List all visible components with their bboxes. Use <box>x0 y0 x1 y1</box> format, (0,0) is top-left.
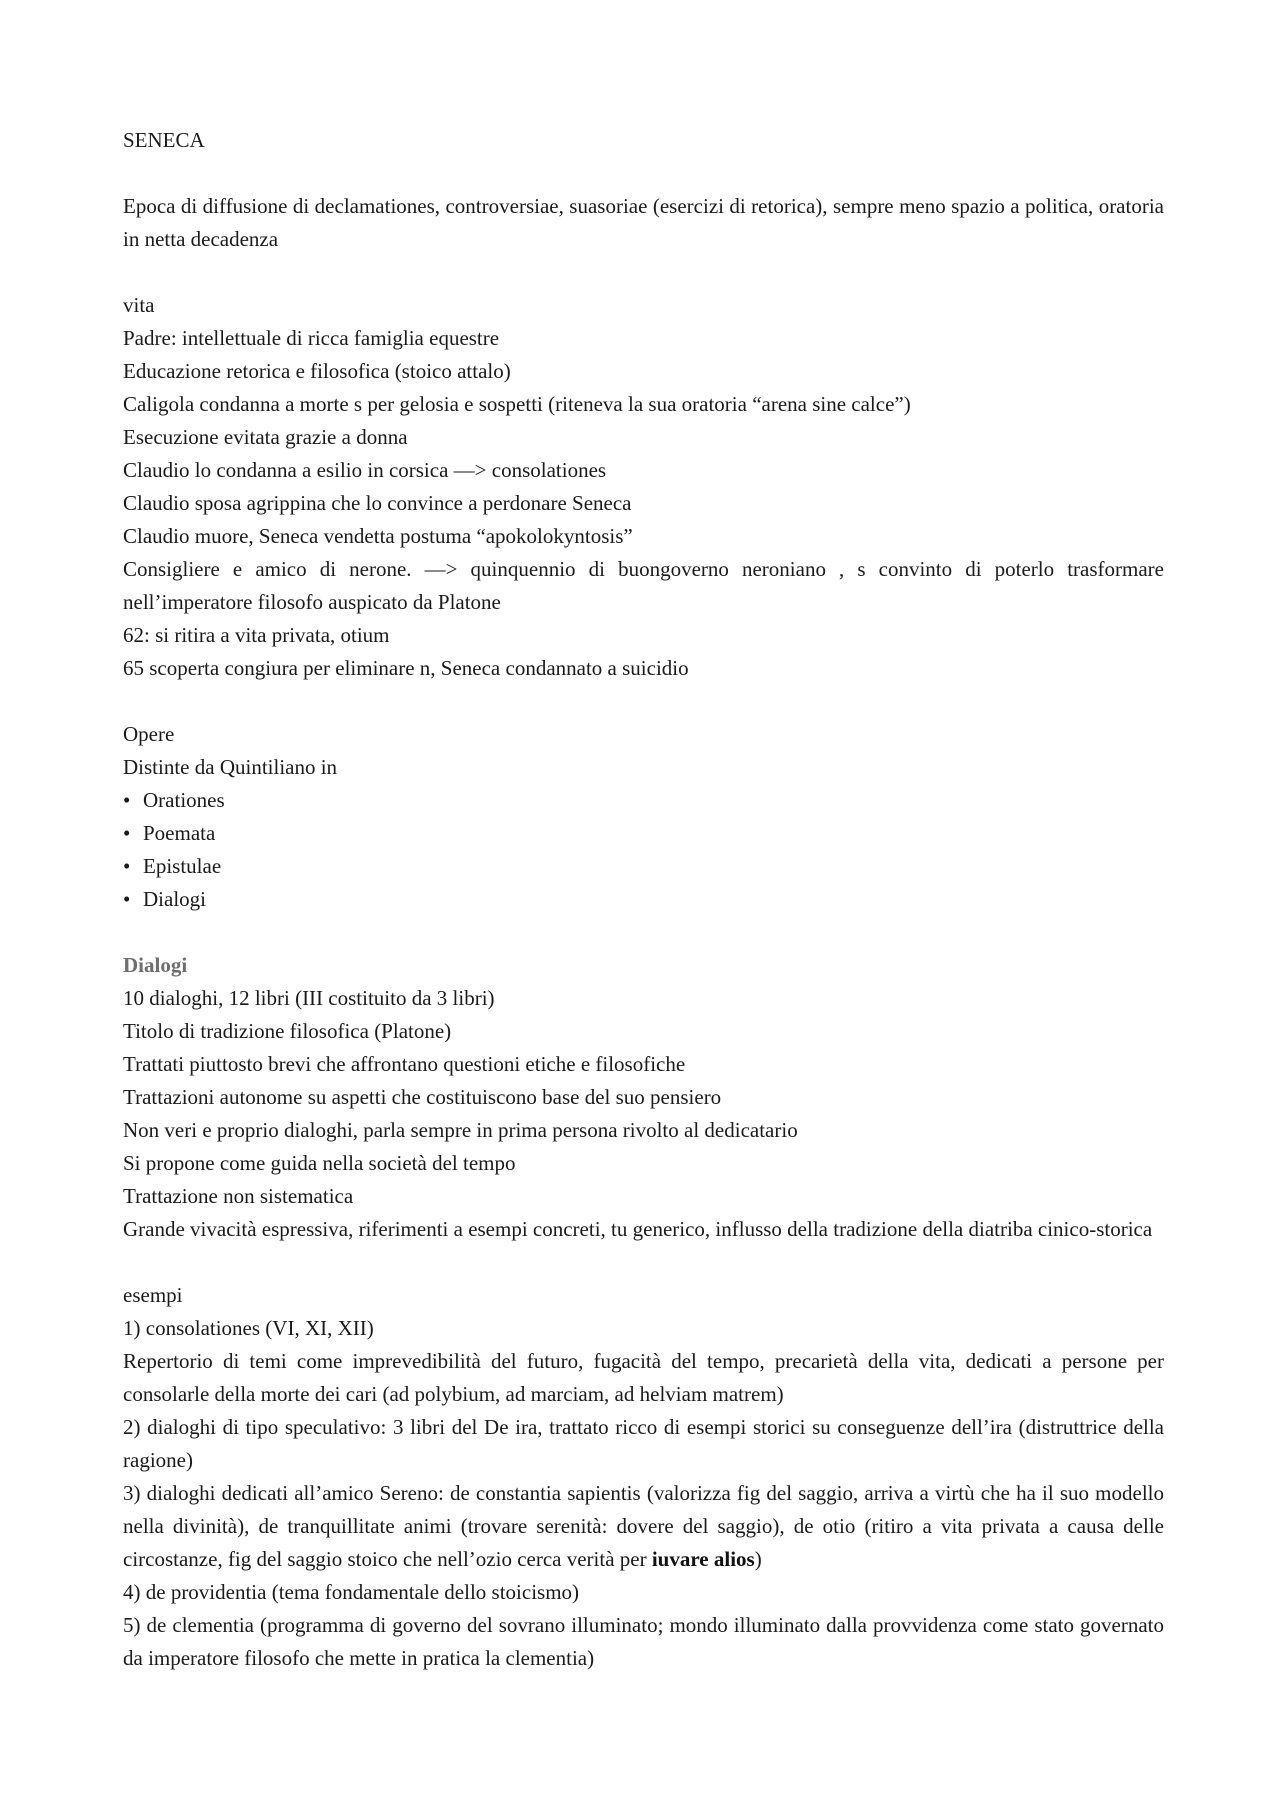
vita-line: Esecuzione evitata grazie a donna <box>123 425 408 449</box>
esempi-heading: esempi <box>123 1283 183 1307</box>
dialogi-line: Trattati piuttosto brevi che affrontano questioni etiche e filosofiche <box>123 1052 686 1076</box>
list-item-label: Poemata <box>143 821 216 845</box>
dialogi-line: Titolo di tradizione filosofica (Platone) <box>123 1019 452 1043</box>
dialogi-line: Trattazione non sistematica <box>123 1184 354 1208</box>
bullet-icon: • <box>123 788 131 812</box>
spacer <box>123 157 1164 190</box>
list-item-label: Orationes <box>143 788 225 812</box>
esempi-item: 5) de clementia (programma di governo del sovrano illuminato; mondo illuminato dalla provvidenza come stato governato da imperatore filosofo che mette in pratica la clementia) <box>123 1613 1164 1670</box>
vita-line: 62: si ritira a vita privata, otium <box>123 623 390 647</box>
bullet-icon: • <box>123 854 131 878</box>
vita-line: Claudio sposa agrippina che lo convince a perdonare Seneca <box>123 491 632 515</box>
vita-line: Claudio lo condanna a esilio in corsica —> consolationes <box>123 458 607 482</box>
vita-line: Educazione retorica e filosofica (stoico attalo) <box>123 359 511 383</box>
dialogi-line: Grande vivacità espressiva, riferimenti a esempi concreti, tu generico, influsso della tradizione della diatriba cinico-storica <box>123 1217 1153 1241</box>
list-item-label: Dialogi <box>143 887 206 911</box>
esempi-item: 1) consolationes (VI, XI, XII) <box>123 1316 374 1340</box>
spacer <box>123 1246 1164 1279</box>
esempi-item: 4) de providentia (tema fondamentale dello stoicismo) <box>123 1580 580 1604</box>
list-item <box>123 784 1164 817</box>
esempi-item <box>123 1477 1164 1576</box>
dialogi-line: Trattazioni autonome su aspetti che costituiscono base del suo pensiero <box>123 1085 722 1109</box>
vita-line: Consigliere e amico di nerone. —> quinquennio di buongoverno neroniano , s convinto di poterlo trasformare nell’imperatore filosofo auspicato da Platone <box>123 557 1164 614</box>
dialogi-line: Si propone come guida nella società del tempo <box>123 1151 516 1175</box>
list-item <box>123 817 1164 850</box>
dialogi-heading: Dialogi <box>123 953 188 977</box>
vita-heading: vita <box>123 293 155 317</box>
bullet-icon: • <box>123 821 131 845</box>
bullet-icon: • <box>123 887 131 911</box>
esempi-item: Repertorio di temi come imprevedibilità del futuro, fugacità del tempo, precarietà della vita, dedicati a persone per consolarle della morte dei cari (ad polybium, ad marciam, ad helviam matrem) <box>123 1349 1164 1406</box>
spacer <box>123 256 1164 289</box>
dialogi-line: Non veri e proprio dialoghi, parla sempre in prima persona rivolto al dedicatario <box>123 1118 798 1142</box>
spacer <box>123 916 1164 949</box>
esempi-item-text: 3) dialoghi dedicati all’amico Sereno: de constantia sapientis (valorizza fig del saggio, arriva a virtù che ha il suo modello nella divinità), de tranquillitate animi (trovare serenità: dovere del saggio), de otio (ritiro a vita privata a causa delle circostanze, fig del saggio stoico che nell’ozio cerca verità per <box>123 1481 1164 1571</box>
document-page <box>123 124 1164 1675</box>
esempi-item: 2) dialoghi di tipo speculativo: 3 libri del De ira, trattato ricco di esempi storici su conseguenze dell’ira (distruttrice della ragione) <box>123 1415 1164 1472</box>
vita-line: Caligola condanna a morte s per gelosia e sospetti (riteneva la sua oratoria “arena sine calce”) <box>123 392 911 416</box>
esempi-item-bold: iuvare alios <box>651 1547 755 1571</box>
dialogi-line: 10 dialoghi, 12 libri (III costituito da 3 libri) <box>123 986 495 1010</box>
vita-line: Padre: intellettuale di ricca famiglia equestre <box>123 326 500 350</box>
vita-line: Claudio muore, Seneca vendetta postuma “apokolokyntosis” <box>123 524 633 548</box>
vita-line: 65 scoperta congiura per eliminare n, Seneca condannato a suicidio <box>123 656 689 680</box>
document-title: SENECA <box>123 128 205 152</box>
opere-heading: Opere <box>123 722 175 746</box>
list-item <box>123 850 1164 883</box>
list-item <box>123 883 1164 916</box>
spacer <box>123 685 1164 718</box>
esempi-item-text: ) <box>754 1547 762 1571</box>
intro-paragraph: Epoca di diffusione di declamationes, controversiae, suasoriae (esercizi di retorica), sempre meno spazio a politica, oratoria in netta decadenza <box>123 194 1164 251</box>
list-item-label: Epistulae <box>143 854 222 878</box>
opere-intro: Distinte da Quintiliano in <box>123 755 338 779</box>
